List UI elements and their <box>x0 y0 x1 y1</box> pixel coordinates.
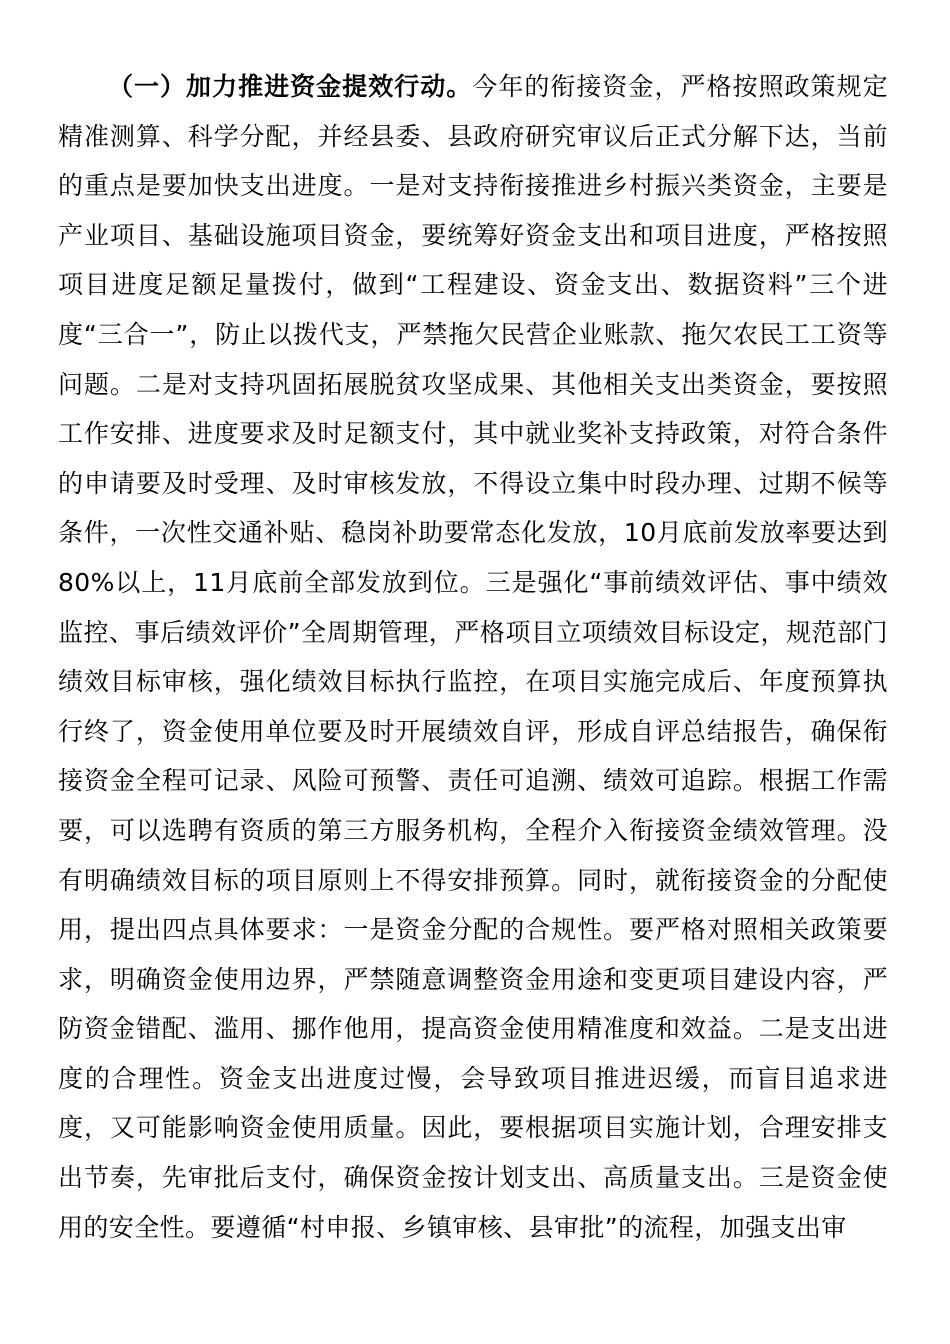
paragraph <box>58 62 888 1252</box>
document-page <box>58 62 888 1252</box>
section-heading: （一）加力推进资金提效行动。 <box>108 72 473 101</box>
paragraph-body: 今年的衔接资金，严格按照政策规定精准测算、科学分配，并经县委、县政府研究审议后正式分解下达，当前的重点是要加快支出进度。一是对支持衔接推进乡村振兴类资金，主要是产业项目、基础设施项目资金，要统筹好资金支出和项目进度，严格按照项目进度足额足量拨付，做到“工程建设、资金支出、数据资料”三个进度“三合一”，防止以拨代支，严禁拖欠民营企业账款、拖欠农民工工资等问题。二是对支持巩固拓展脱贫攻坚成果、其他相关支出类资金，要按照工作安排、进度要求及时足额支付，其中就业奖补支持政策，对符合条件的申请要及时受理、及时审核发放，不得设立集中时段办理、过期不候等条件，一次性交通补贴、稳岗补助要常态化发放，10月底前发放率要达到80%以上，11月底前全部发放到位。三是强化“事前绩效评估、事中绩效监控、事后绩效评价”全周期管理，严格项目立项绩效目标设定，规范部门绩效目标审核，强化绩效目标执行监控，在项目实施完成后、年度预算执行终了，资金使用单位要及时开展绩效自评，形成自评总结报告，确保衔接资金全程可记录、风险可预警、责任可追溯、绩效可追踪。根据工作需要，可以选聘有资质的第三方服务机构，全程介入衔接资金绩效管理。没有明确绩效目标的项目原则上不得安排预算。同时，就衔接资金的分配使用，提出四点具体要求：一是资金分配的合规性。要严格对照相关政策要求，明确资金使用边界，严禁随意调整资金用途和变更项目建设内容，严防资金错配、滥用、挪作他用，提高资金使用精准度和效益。二是支出进度的合理性。资金支出进度过慢，会导致项目推进迟缓，而盲目追求进度，又可能影响资金使用质量。因此，要根据项目实施计划，合理安排支出节奏，先审批后支付，确保资金按计划支出、高质量支出。三是资金使用的安全性。要遵循“村申报、乡镇审核、县审批”的流程，加强支出审 <box>58 72 889 1242</box>
